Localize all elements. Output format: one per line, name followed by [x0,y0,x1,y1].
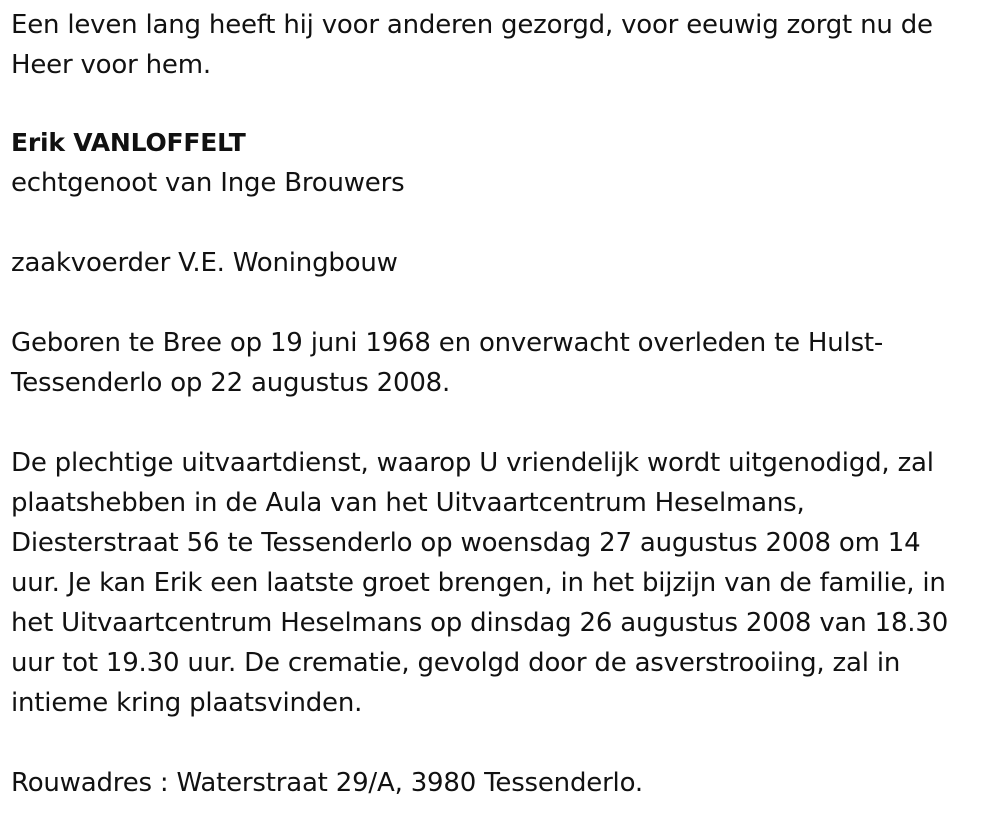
occupation-line: zaakvoerder V.E. Woningbouw [11,248,398,278]
spouse-line: echtgenoot van Inge Brouwers [11,168,405,198]
deceased-name: Erik VANLOFFELT [11,128,246,157]
obituary-notice [11,5,991,803]
birth-death-paragraph: Geboren te Bree op 19 juni 1968 en onverwacht overleden te Hulst- Tessenderlo op 22 augustus 2008. [11,328,884,398]
intro-quote: Een leven lang heeft hij voor anderen gezorgd, voor eeuwig zorgt nu de Heer voor hem. [11,10,933,80]
funeral-service-paragraph: De plechtige uitvaartdienst, waarop U vriendelijk wordt uitgenodigd, zal plaatshebben in de Aula van het Uitvaartcentrum Heselmans, Diesterstraat 56 te Tessenderlo op woensdag 27 augustus 2008 om 14 uur. Je kan Erik een laatste groet brengen, in het bijzijn van de familie, in het Uitvaartcentrum Heselmans op dinsdag 26 augustus 2008 van 18.30 uur tot 19.30 uur. De crematie, gevolgd door de asverstrooiing, zal in intieme kring plaatsvinden. [11,448,949,718]
mourning-address: Rouwadres : Waterstraat 29/A, 3980 Tessenderlo. [11,768,643,798]
